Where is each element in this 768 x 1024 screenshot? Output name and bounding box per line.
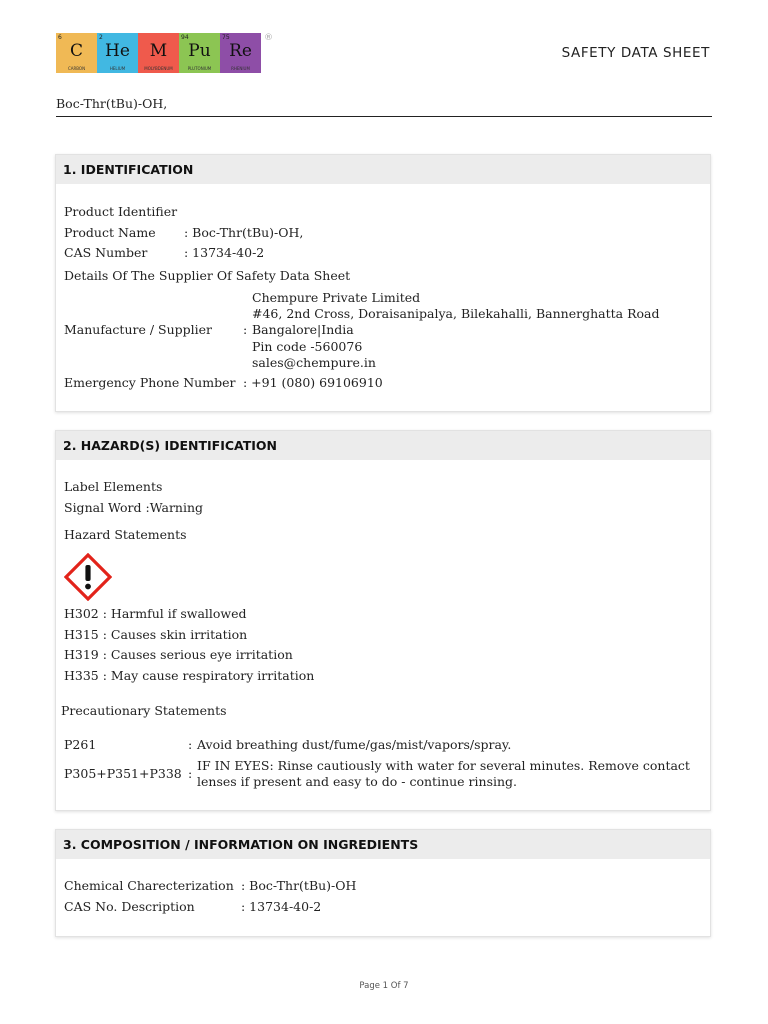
page-header: [56, 33, 712, 75]
precautionary-text: lenses if present and easy to do - continue rinsing.: [197, 774, 518, 789]
chempure-logo: [56, 33, 262, 73]
emergency-phone-label: Emergency Phone Number: [64, 375, 236, 390]
section-hazard-identification: [55, 430, 711, 811]
manufacture-supplier-label: Manufacture / Supplier: [64, 322, 213, 337]
section-heading: 1. IDENTIFICATION: [56, 155, 710, 184]
precautionary-text: IF IN EYES: Rinse cautiously with water for several minutes. Remove contact: [197, 758, 690, 773]
section-heading: 3. COMPOSITION / INFORMATION ON INGREDIENTS: [56, 830, 710, 859]
label-elements-heading: Label Elements: [64, 479, 163, 494]
address-line: Pin code -560076: [252, 339, 363, 354]
precautionary-code: P261: [64, 737, 97, 752]
precautionary-colon: :: [188, 766, 193, 781]
product-name-header: Boc-Thr(tBu)-OH,: [56, 96, 168, 111]
chemical-characterization-label: Chemical Charecterization: [64, 878, 234, 893]
product-name-label: Product Name: [64, 225, 156, 240]
cas-number-value: : 13734-40-2: [184, 245, 265, 260]
hazard-statement: H335 : May cause respiratory irritation: [64, 668, 315, 683]
logo-tile-re: 75 Re RHENIUM: [220, 33, 261, 73]
registered-mark: ®: [264, 33, 273, 43]
exclamation-mark-pictogram-icon: [64, 553, 112, 601]
document-title: SAFETY DATA SHEET: [561, 45, 710, 61]
cas-description-value: : 13734-40-2: [241, 899, 322, 914]
chemical-characterization-value: : Boc-Thr(tBu)-OH: [241, 878, 357, 893]
section-heading: 2. HAZARD(S) IDENTIFICATION: [56, 431, 710, 460]
supplier-email: sales@chempure.in: [252, 355, 376, 370]
logo-tile-pu: 94 Pu PLUTONIUM: [179, 33, 220, 73]
signal-word: Signal Word :Warning: [64, 500, 204, 515]
section-composition: [55, 829, 711, 937]
logo-tile-he: 2 He HELIUM: [97, 33, 138, 73]
hazard-statements-heading: Hazard Statements: [64, 527, 187, 542]
hazard-statement: H319 : Causes serious eye irritation: [64, 647, 293, 662]
address-line: Chempure Private Limited: [252, 290, 421, 305]
cas-description-label: CAS No. Description: [64, 899, 195, 914]
header-divider: [56, 116, 712, 117]
emergency-phone-value: : +91 (080) 69106910: [243, 375, 383, 390]
address-line: Bangalore|India: [252, 322, 354, 337]
hazard-statement: H302 : Harmful if swallowed: [64, 606, 247, 621]
supplier-details-label: Details Of The Supplier Of Safety Data Sheet: [64, 268, 351, 283]
address-line: #46, 2nd Cross, Doraisanipalya, Bilekahalli, Bannerghatta Road: [252, 306, 660, 321]
product-name-value: : Boc-Thr(tBu)-OH,: [184, 225, 304, 240]
hazard-statement: H315 : Causes skin irritation: [64, 627, 248, 642]
precautionary-statements-heading: Precautionary Statements: [61, 703, 227, 718]
cas-number-label: CAS Number: [64, 245, 148, 260]
precautionary-code: P305+P351+P338: [64, 766, 182, 781]
section-identification: [55, 154, 711, 412]
precautionary-text: Avoid breathing dust/fume/gas/mist/vapors/spray.: [197, 737, 512, 752]
logo-tile-m: M MOLYBDENUM: [138, 33, 179, 73]
precautionary-colon: :: [188, 737, 193, 752]
product-identifier-label: Product Identifier: [64, 204, 178, 219]
page-number: Page 1 Of 7: [359, 981, 409, 991]
manufacture-colon: :: [243, 322, 248, 337]
logo-tile-c: 6 C CARBON: [56, 33, 97, 73]
